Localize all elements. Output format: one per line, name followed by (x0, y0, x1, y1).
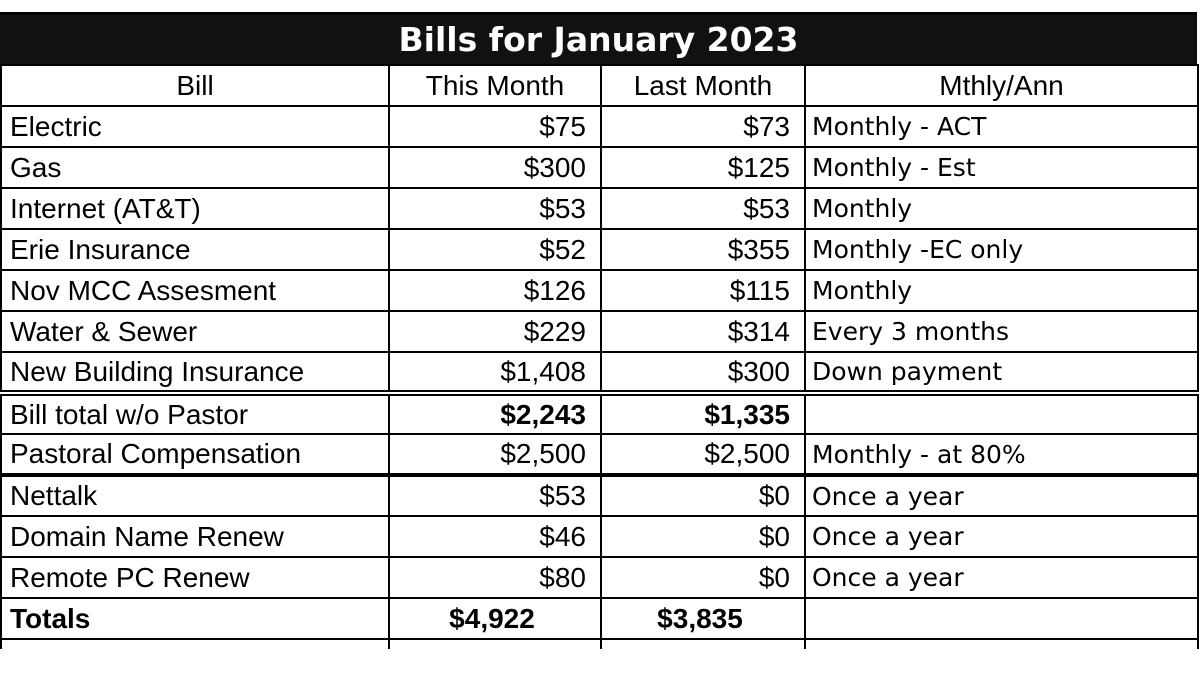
table-row (1, 147, 1198, 188)
this-month-amount: $53 (389, 188, 601, 229)
bills-table (0, 64, 1199, 649)
table-row (1, 270, 1198, 311)
frequency-note: Monthly (805, 270, 1198, 311)
edge-cell (601, 639, 805, 649)
bill-name: Nettalk (1, 475, 389, 516)
bill-name: Pastoral Compensation (1, 434, 389, 475)
frequency-note: Monthly (805, 188, 1198, 229)
header-last-month: Last Month (601, 65, 805, 106)
sheet-title: Bills for January 2023 (0, 12, 1197, 64)
this-month-amount: $80 (389, 557, 601, 598)
table-row (1, 475, 1198, 516)
this-month-amount: $126 (389, 270, 601, 311)
frequency-note: Once a year (805, 475, 1198, 516)
last-month-amount: $0 (601, 475, 805, 516)
bill-name: Domain Name Renew (1, 516, 389, 557)
totals-note (805, 598, 1198, 639)
last-month-amount: $314 (601, 311, 805, 352)
edge-cell (389, 639, 601, 649)
last-month-amount: $300 (601, 352, 805, 393)
table-edge-row (1, 639, 1198, 649)
frequency-note: Down payment (805, 352, 1198, 393)
totals-this-month: $4,922 (389, 598, 601, 639)
last-month-amount: $355 (601, 229, 805, 270)
totals-row (1, 598, 1198, 639)
header-row (1, 65, 1198, 106)
header-frequency: Mthly/Ann (805, 65, 1198, 106)
header-this-month: This Month (389, 65, 601, 106)
last-month-amount: $73 (601, 106, 805, 147)
last-month-amount: $0 (601, 516, 805, 557)
this-month-amount: $53 (389, 475, 601, 516)
table-row (1, 311, 1198, 352)
last-month-amount: $53 (601, 188, 805, 229)
subtotal-label: Bill total w/o Pastor (1, 393, 389, 434)
this-month-amount: $1,408 (389, 352, 601, 393)
last-month-amount: $115 (601, 270, 805, 311)
this-month-amount: $229 (389, 311, 601, 352)
subtotal-row (1, 393, 1198, 434)
header-bill: Bill (1, 65, 389, 106)
edge-cell (805, 639, 1198, 649)
table-row (1, 352, 1198, 393)
bill-name: Erie Insurance (1, 229, 389, 270)
this-month-amount: $46 (389, 516, 601, 557)
last-month-amount: $2,500 (601, 434, 805, 475)
this-month-amount: $75 (389, 106, 601, 147)
this-month-amount: $52 (389, 229, 601, 270)
table-row (1, 229, 1198, 270)
bill-name: New Building Insurance (1, 352, 389, 393)
frequency-note: Every 3 months (805, 311, 1198, 352)
bill-name: Water & Sewer (1, 311, 389, 352)
table-row (1, 516, 1198, 557)
pastor-row (1, 434, 1198, 475)
table-row (1, 188, 1198, 229)
totals-label: Totals (1, 598, 389, 639)
frequency-note: Once a year (805, 516, 1198, 557)
table-row (1, 106, 1198, 147)
subtotal-this-month: $2,243 (389, 393, 601, 434)
this-month-amount: $300 (389, 147, 601, 188)
subtotal-note (805, 393, 1198, 434)
bill-name: Nov MCC Assesment (1, 270, 389, 311)
totals-last-month: $3,835 (601, 598, 805, 639)
frequency-note: Once a year (805, 557, 1198, 598)
bill-name: Gas (1, 147, 389, 188)
this-month-amount: $2,500 (389, 434, 601, 475)
frequency-note: Monthly - at 80% (805, 434, 1198, 475)
bills-sheet (0, 12, 1197, 649)
frequency-note: Monthly - ACT (805, 106, 1198, 147)
frequency-note: Monthly -EC only (805, 229, 1198, 270)
subtotal-last-month: $1,335 (601, 393, 805, 434)
table-row (1, 557, 1198, 598)
edge-cell (1, 639, 389, 649)
bill-name: Electric (1, 106, 389, 147)
last-month-amount: $0 (601, 557, 805, 598)
frequency-note: Monthly - Est (805, 147, 1198, 188)
bill-name: Remote PC Renew (1, 557, 389, 598)
last-month-amount: $125 (601, 147, 805, 188)
bill-name: Internet (AT&T) (1, 188, 389, 229)
